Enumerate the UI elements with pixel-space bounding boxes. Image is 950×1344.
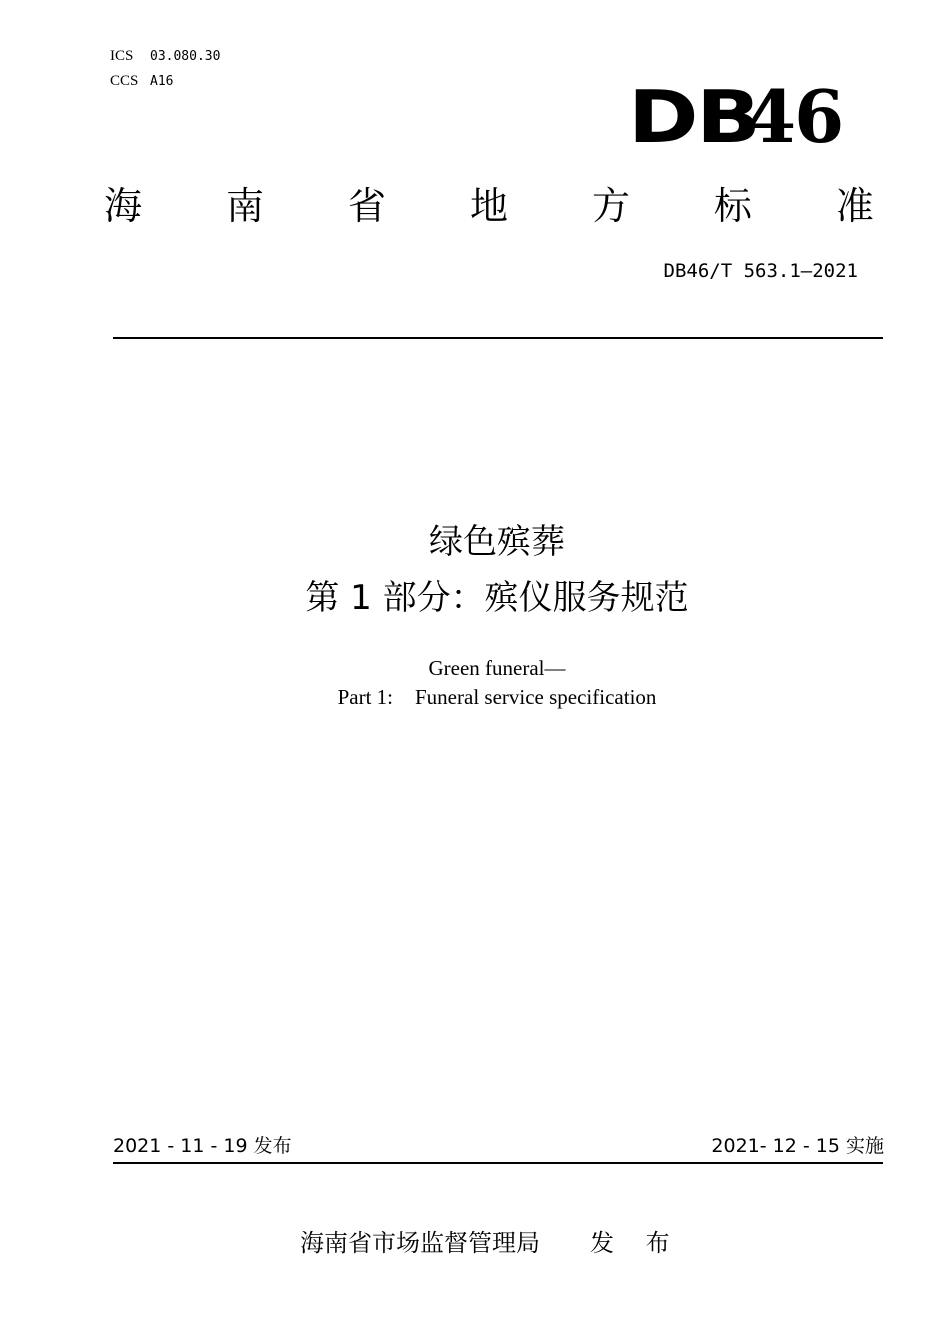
standard-code: DB46/T 563.1—2021 — [663, 260, 858, 282]
title-cn-line2: 第 1 部分：殡仪服务规范 — [305, 578, 689, 618]
standard-type-char: 标 — [713, 184, 752, 228]
publisher-action: 发 布 — [590, 1229, 682, 1257]
ccs-value: A16 — [150, 74, 174, 89]
title-en-line2 — [22, 683, 950, 712]
title-en-part-text: Funeral service specification — [415, 685, 657, 709]
publisher-name: 海南省市场监督管理局 — [300, 1229, 540, 1257]
ics-value: 03.080.30 — [150, 49, 221, 64]
publisher-row — [300, 1226, 682, 1260]
top-divider — [113, 337, 883, 339]
logo-digits: 46 — [746, 74, 843, 159]
standard-type-char: 方 — [591, 184, 630, 228]
ccs-label: CCS — [110, 73, 139, 89]
standard-type-char: 准 — [835, 184, 874, 228]
title-en-part-label: Part 1: — [337, 685, 393, 709]
ics-row — [110, 44, 220, 69]
title-cn-line1: 绿色殡葬 — [429, 522, 565, 562]
ics-label: ICS — [110, 48, 134, 64]
ccs-row — [110, 69, 220, 94]
classification-block — [110, 44, 220, 94]
db46-logo — [628, 74, 843, 159]
standard-type-char: 地 — [469, 184, 508, 228]
bottom-divider — [113, 1162, 883, 1164]
implementation-date: 2021- 12 - 15 实施 — [711, 1135, 884, 1157]
title-en-line1: Green funeral— — [428, 656, 566, 680]
standard-type-char: 南 — [225, 184, 264, 228]
standard-type-char: 海 — [104, 184, 143, 228]
standard-type-heading — [104, 182, 874, 230]
standard-type-char: 省 — [347, 184, 386, 228]
issue-date: 2021 - 11 - 19 发布 — [113, 1135, 292, 1157]
logo-letters: DB — [628, 75, 759, 159]
